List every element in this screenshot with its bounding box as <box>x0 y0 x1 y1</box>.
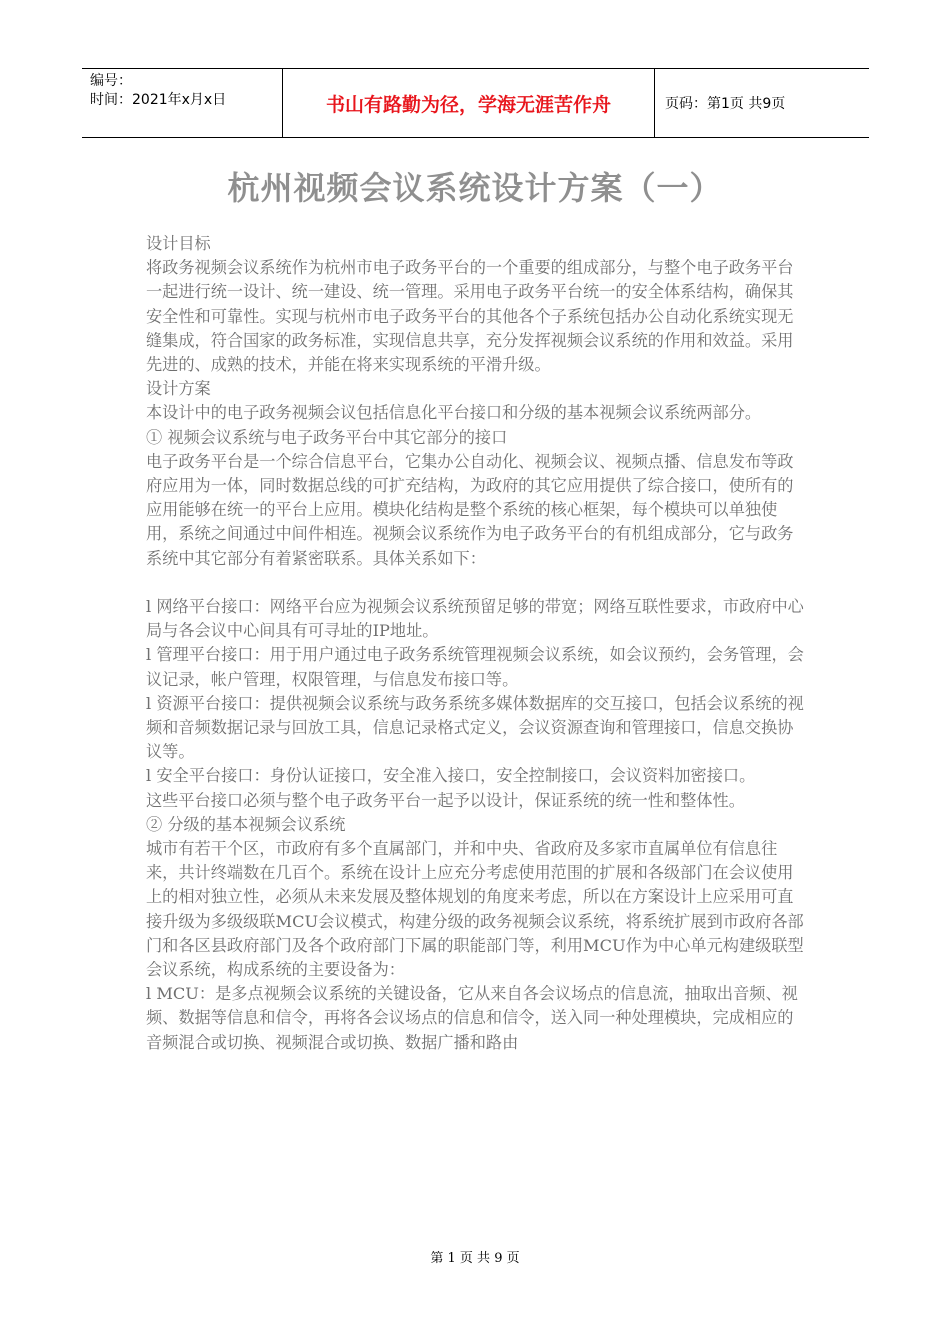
paragraph: ② 分级的基本视频会议系统 <box>146 814 346 834</box>
paragraph: 将政务视频会议系统作为杭州市电子政务平台的一个重要的组成部分，与整个电子政务平台一起进行统一设计、统一建设、统一管理。采用电子政务平台统一的安全体系结构，确保其安全性和可靠性。实现与杭州市电子政务平台的其他各个子系统包括办公自动化系统实现无缝集成，符合国家的政务标准，实现信息共享，充分发挥视频会议系统的作用和效益。采用先进的、成熟的技术，并能在将来实现系统的平滑升级。 <box>146 258 794 375</box>
document-body <box>146 232 806 1055</box>
paragraph: ① 视频会议系统与电子政务平台中其它部分的接口 <box>146 427 508 447</box>
page-header <box>82 68 869 138</box>
header-motto: 书山有路勤为径，学海无涯苦作舟 <box>283 69 655 137</box>
paragraph: 电子政务平台是一个综合信息平台，它集办公自动化、视频会议、视频点播、信息发布等政府应用为一体，同时数据总线的可扩充结构，为政府的其它应用提供了综合接口，使所有的应用能够在统一的平台上应用。模块化结构是整个系统的核心框架，每个模块可以单独使用，系统之间通过中间件相连。视频会议系统作为电子政务平台的有机组成部分，它与政务系统中其它部分有着紧密联系。具体关系如下： <box>146 451 794 568</box>
paragraph: 设计目标 <box>146 234 211 253</box>
page-footer: 第 1 页 共 9 页 <box>430 1251 520 1266</box>
paragraph: 本设计中的电子政务视频会议包括信息化平台接口和分级的基本视频会议系统两部分。 <box>146 403 762 423</box>
paragraph: l 网络平台接口：网络平台应为视频会议系统预留足够的带宽；网络互联性要求，市政府中心局与各会议中心间具有可寻址的IP地址。 <box>146 597 804 641</box>
paragraph: l 安全平台接口：身份认证接口，安全准入接口，安全控制接口，会议资料加密接口。 <box>146 766 756 786</box>
paragraph: l MCU：是多点视频会议系统的关键设备，它从来自各会议场点的信息流，抽取出音频、视频、数据等信息和信令，再将各会议场点的信息和信令，送入同一种处理模块，完成相应的音频混合或切换、视频混合或切换、数据广播和路由 <box>146 984 798 1052</box>
header-meta <box>82 69 283 137</box>
paragraph: l 管理平台接口：用于用户通过电子政务系统管理视频会议系统，如会议预约，会务管理，会议记录，帐户管理，权限管理，与信息发布接口等。 <box>146 645 804 689</box>
document-title: 杭州视频会议系统设计方案（一） <box>227 169 723 207</box>
paragraph: l 资源平台接口：提供视频会议系统与政务系统多媒体数据库的交互接口，包括会议系统的视频和音频数据记录与回放工具，信息记录格式定义，会议资源查询和管理接口，信息交换协议等。 <box>146 693 804 762</box>
blank-line <box>146 571 806 595</box>
header-page-info: 页码：第1页 共9页 <box>665 96 786 112</box>
document-date-label: 时间：2021年x月x日 <box>90 92 227 108</box>
paragraph: 设计方案 <box>146 379 211 399</box>
document-number-label: 编号： <box>90 73 132 89</box>
paragraph: 城市有若干个区，市政府有多个直属部门，并和中央、省政府及多家市直属单位有信息往来，共计终端数在几百个。系统在设计上应充分考虑使用范围的扩展和各级部门在会议使用上的相对独立性，必须从未来发展及整体规划的角度来考虑，所以在方案设计上应采用可直接升级为多级级联MCU会议模式，构建分级的政务视频会议系统，将系统扩展到市政府各部门和各区县政府部门及各个政府部门下属的职能部门等，利用MCU作为中心单元构建级联型会议系统，构成系统的主要设备为： <box>146 839 804 980</box>
paragraph: 这些平台接口必须与整个电子政务平台一起予以设计，保证系统的统一性和整体性。 <box>146 790 745 810</box>
